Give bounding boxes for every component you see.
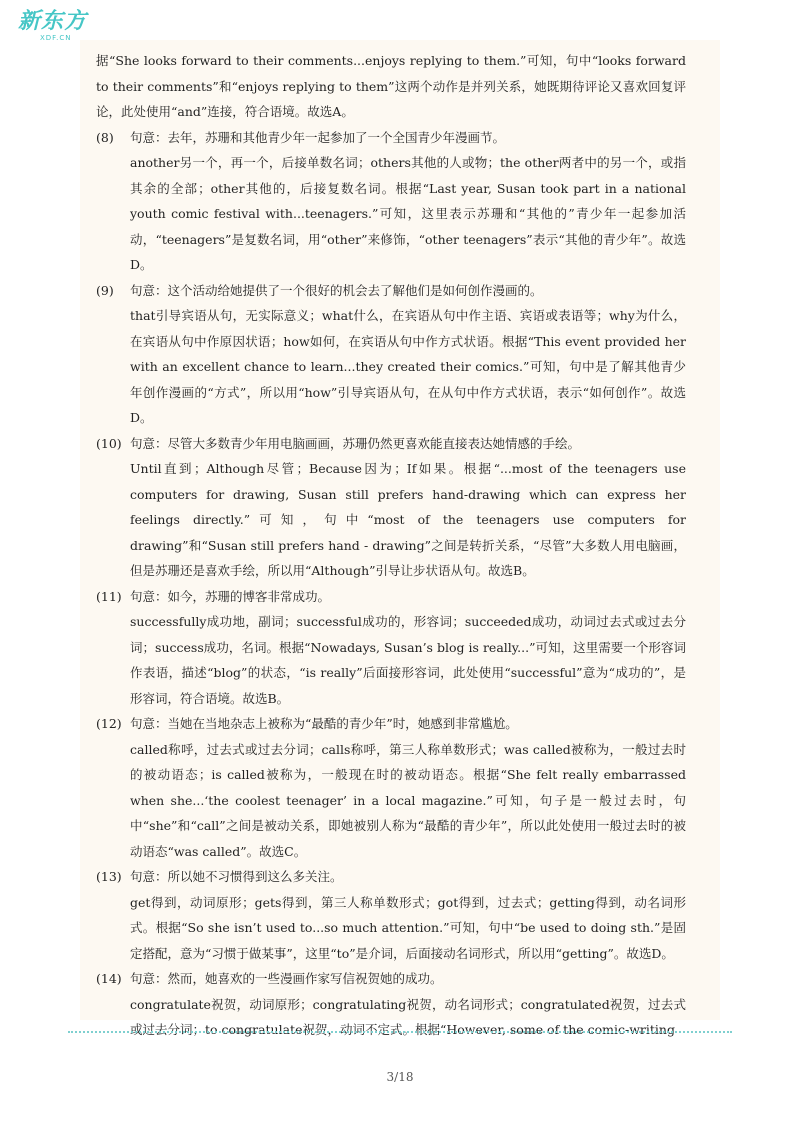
item-explanation: congratulate祝贺，动词原形；congratulating祝贺，动名词形式；congratulated祝贺，过去式或过去分词；to congratulate祝贺，动词不定式。根据“However, some of the comic-writing xyxy=(130,996,686,1037)
item-12 xyxy=(96,711,686,864)
explanation-text xyxy=(96,48,686,1043)
item-title: 句意：这个活动给她提供了一个很好的机会去了解他们是如何创作漫画的。 xyxy=(130,282,543,298)
logo-text: 新东方 xyxy=(18,9,88,34)
footer-divider xyxy=(68,1031,732,1033)
logo xyxy=(18,10,87,42)
item-11 xyxy=(96,584,686,712)
item-number: (10) xyxy=(96,435,122,451)
item-title: 句意：所以她不习惯得到这么多关注。 xyxy=(130,869,343,884)
item-title: 句意：如今，苏珊的博客非常成功。 xyxy=(130,588,331,604)
item-number: (13) xyxy=(96,869,122,884)
item-number: (14) xyxy=(96,971,122,986)
item-number: (12) xyxy=(96,716,122,731)
item-explanation: get得到，动词原形；gets得到，第三人称单数形式；got得到，过去式；getting得到，动名词形式。根据“So she isn’t used to...so much attention.”可知，句中“be used to doing sth.”是固定搭配，意为“习惯于做某事”，这里“to”是介词，后面接动名词形式，所以用“getting”。故选D。 xyxy=(130,894,686,961)
item-explanation: called称呼，过去式或过去分词；calls称呼，第三人称单数形式；was called被称为，一般过去时的被动语态；is called被称为，一般现在时的被动语态。根据“She felt really embarrassed when she...‘the coolest teenager’ in a local magazine.”可知，句子是一般过去时，句中“she”和“call”之间是被动关系，即她被别人称为“最酷的青少年”，所以此处使用一般过去时的被动语态“was called”。故选C。 xyxy=(130,741,686,859)
intro-paragraph: 据“She looks forward to their comments...enjoys replying to them.”可知，句中“looks forward to their comments”和“enjoys replying to them”这两个动作是并列关系，她既期待评论又喜欢回复评论，此处使用“and”连接，符合语境。故选A。 xyxy=(96,53,686,119)
logo-subtext: XDF.CN xyxy=(40,34,72,42)
item-9 xyxy=(96,278,686,431)
item-number: (9) xyxy=(96,282,114,298)
item-10 xyxy=(96,431,686,584)
page-number: 3/18 xyxy=(386,1070,414,1084)
item-explanation: successfully成功地，副词；successful成功的，形容词；succeeded成功，动词过去式或过去分词；success成功，名词。根据“Nowadays, Susan’s blog is really...”可知，这里需要一个形容词作表语，描述“blog”的状态，“is really”后面接形容词，此处使用“successful”意为“成功的”，是形容词，符合语境。故选B。 xyxy=(130,614,686,706)
item-explanation: another另一个，再一个，后接单数名词；others其他的人或物；the other两者中的另一个，或指其余的全部；other其他的，后接复数名词。根据“Last year, Susan took part in a national youth comic festival with...teenagers.”可知，这里表示苏珊和“其他的”青少年一起参加活动，“teenagers”是复数名词，用“other”来修饰，“other teenagers”表示“其他的青少年”。故选D。 xyxy=(130,155,686,272)
item-title: 句意：尽管大多数青少年用电脑画画，苏珊仍然更喜欢能直接表达她情感的手绘。 xyxy=(130,435,581,451)
item-13 xyxy=(96,864,686,966)
item-explanation: Until直到；Although尽管；Because因为；If如果。根据“...most of the teenagers use computers for drawing, Susan still prefers hand-drawing which can express her feelings directly.”可知，句中“most of the teenagers use computers for drawing”和“Susan still prefers hand - drawing”之间是转折关系，“尽管”大多数人用电脑画，但是苏珊还是喜欢手绘，所以用“Although”引导让步状语从句。故选B。 xyxy=(130,461,686,578)
item-title: 句意：当她在当地杂志上被称为“最酷的青少年”时，她感到非常尴尬。 xyxy=(130,716,518,731)
item-title: 句意：去年，苏珊和其他青少年一起参加了一个全国青少年漫画节。 xyxy=(130,129,506,145)
item-explanation: that引导宾语从句，无实际意义；what什么，在宾语从句中作主语、宾语或表语等；why为什么，在宾语从句中作原因状语；how如何，在宾语从句中作方式状语。根据“This event provided her with an excellent chance to learn...they created their comics.”可知，句中是了解其他青少年创作漫画的“方式”，所以用“how”引导宾语从句，在从句中作方式状语，表示“如何创作”。故选D。 xyxy=(130,308,686,425)
item-number: (11) xyxy=(96,588,122,604)
item-number: (8) xyxy=(96,129,114,145)
item-title: 句意：然而，她喜欢的一些漫画作家写信祝贺她的成功。 xyxy=(130,971,443,986)
item-8 xyxy=(96,125,686,278)
